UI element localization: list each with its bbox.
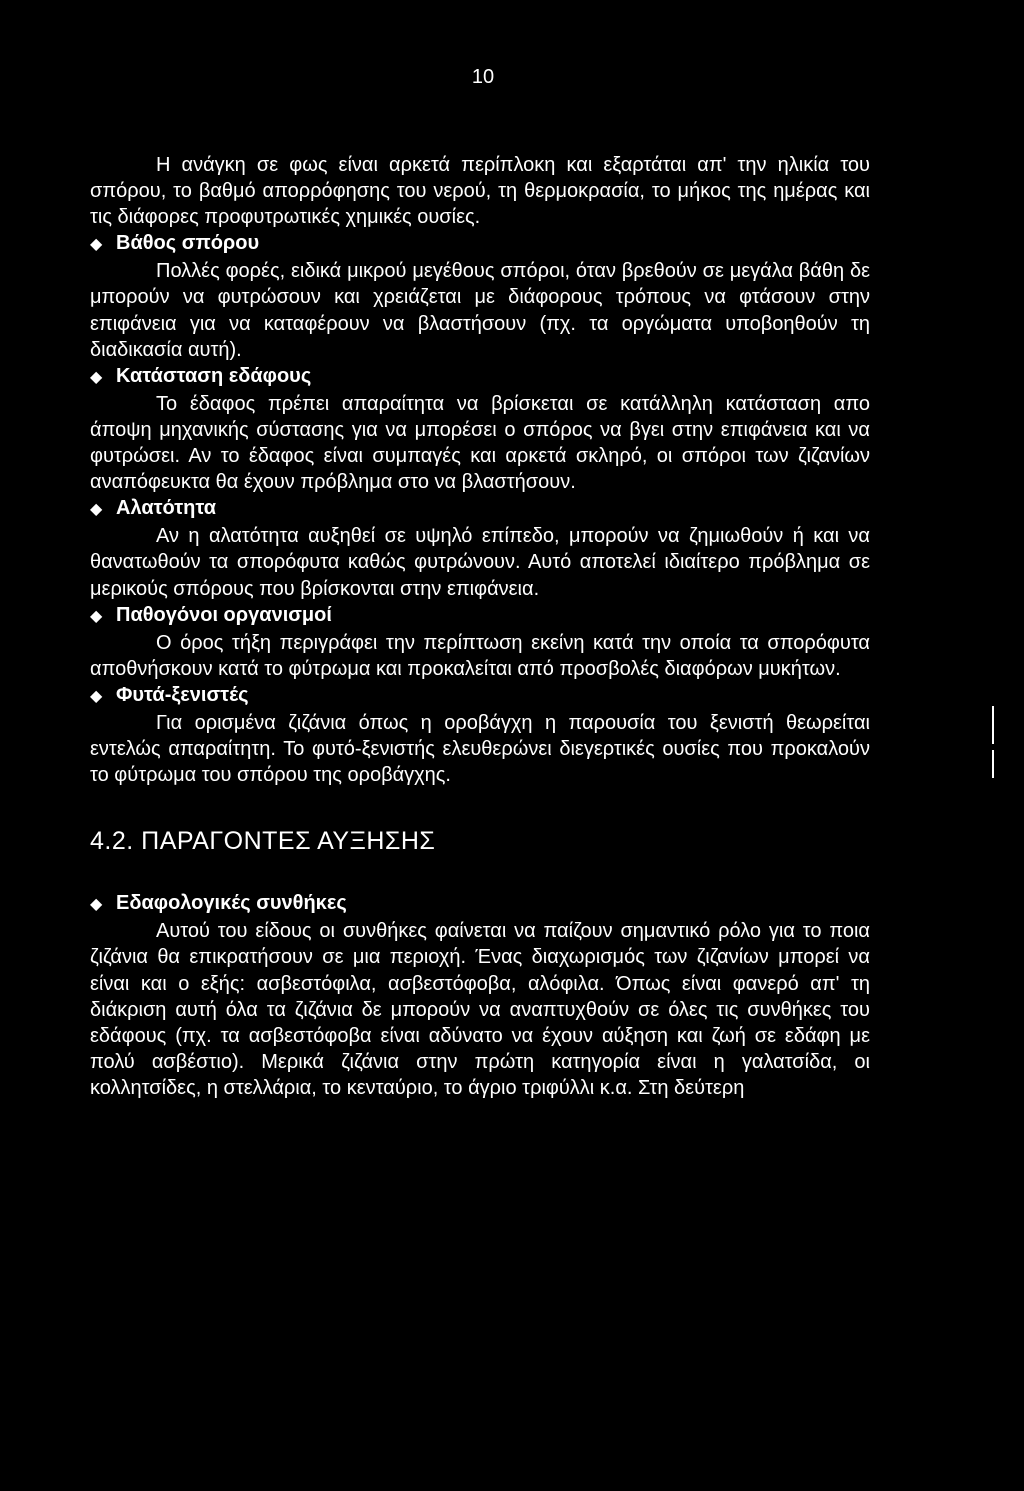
section-paragraph: Ο όρος τήξη περιγράφει την περίπτωση εκείνη κατά την οποία τα σπορόφυτα αποθνήσκουν κατά το φύτρωμα και προκαλείται από προσβολές διαφόρων μυκήτων. [90,631,870,680]
section-heading-label: Αλατότητα [116,497,217,520]
section-heading [90,890,870,918]
section-salinity [90,495,870,601]
diamond-bullet-icon: ◆ [90,501,103,519]
section-heading [90,602,870,630]
section-heading-label: Φυτά-ξενιστές [116,683,249,706]
diamond-bullet-icon: ◆ [90,368,103,386]
section-heading-label: Παθογόνοι οργανισμοί [116,603,332,626]
section-heading [90,363,870,391]
section-heading-label: Κατάσταση εδάφους [116,364,312,387]
spacer [90,856,870,890]
section-heading-label: Εδαφολογικές συνθήκες [116,892,347,915]
section-seed-depth [90,230,870,362]
margin-line-mark [992,706,994,744]
section-heading [90,495,870,523]
diamond-bullet-icon: ◆ [90,607,103,625]
chapter-title: 4.2. ΠΑΡΑΓΟΝΤΕΣ ΑΥΞΗΣΗΣ [90,827,436,856]
section-paragraph: Αυτού του είδους οι συνθήκες φαίνεται να παίζουν σημαντικό ρόλο για το ποια ζιζάνια θα επικρατήσουν σε μια περιοχή. Ένας διαχωρισμός των ζιζανίων μπορεί να είναι και ο εξής: ασβεστόφιλα, ασβεστόφοβα, αλόφιλα. Όπως είναι φανερό απ' τη διάκριση αυτή όλα τα ζιζάνια δε μπορούν να αναπτυχθούν σε όλες τις συνθήκες του εδάφους (πχ. τα ασβεστόφοβα είναι αδύνατο να έχουν αύξηση και ζωή σε εδάφη με πολύ ασβέστιο). Μερικά ζιζάνια στην πρώτη κατηγορία είναι η γαλατσίδα, οι κολλητσίδες, η στελλάρια, το κενταύριο, το άγριο τριφύλλι κ.α. Στη δεύτερη [90,920,870,1099]
section-soil-conditions [90,890,870,1101]
section-paragraph: Πολλές φορές, ειδικά μικρού μεγέθους σπόροι, όταν βρεθούν σε μεγάλα βάθη δε μπορούν να φυτρώσουν και χρειάζεται με διάφορους τρόπους να φτάσουν στην επιφάνεια για να καταφέρουν να βλαστήσουν (πχ. τα οργώματα υποβοηθούν τη διαδικασία αυτή). [90,260,870,361]
section-heading-label: Βάθος σπόρου [116,232,260,255]
diamond-bullet-icon: ◆ [90,687,103,705]
section-heading [90,682,870,710]
section-paragraph: Για ορισμένα ζιζάνια όπως η οροβάγχη η παρουσία του ξενιστή θεωρείται εντελώς απαραίτητη. Το φυτό-ξενιστής ελευθερώνει διεγερτικές ουσίες που προκαλούν το φύτρωμα του σπόρου της οροβάγχης. [90,711,870,787]
section-pathogens [90,602,870,682]
intro-paragraph: Η ανάγκη σε φως είναι αρκετά περίπλοκη και εξαρτάται απ' την ηλικία του σπόρου, το βαθμό απορρόφησης του νερού, τη θερμοκρασία, το μήκος της ημέρας και τις διάφορες προφυτρωτικές χημικές ουσίες. [90,154,870,229]
section-host-plants [90,682,870,788]
section-heading [90,230,870,258]
section-paragraph: Το έδαφος πρέπει απαραίτητα να βρίσκεται σε κατάλληλη κατάσταση απο άποψη μηχανικής σύστασης για να μπορέσει ο σπόρος να βγει στην επιφάνεια και να φυτρώσει. Αν το έδαφος είναι συμπαγές και αρκετά σκληρό, οι σπόροι των ζιζανίων αναπόφευκτα θα έχουν πρόβλημα στο να βλαστήσουν. [90,392,870,494]
section-paragraph: Αν η αλατότητα αυξηθεί σε υψηλό επίπεδο, μπορούν να ζημιωθούν ή και να θανατωθούν τα σπορόφυτα καθώς φυτρώνουν. Αυτό αποτελεί ιδιαίτερο πρόβλημα σε μερικούς σπόρους που βρίσκονται στην επιφάνεια. [90,525,870,600]
diamond-bullet-icon: ◆ [90,236,103,254]
page-number: 10 [471,66,495,88]
diamond-bullet-icon: ◆ [90,896,103,914]
spacer [90,788,870,826]
margin-line-mark [992,750,994,778]
page-body [90,152,870,1101]
section-soil-condition [90,363,870,495]
